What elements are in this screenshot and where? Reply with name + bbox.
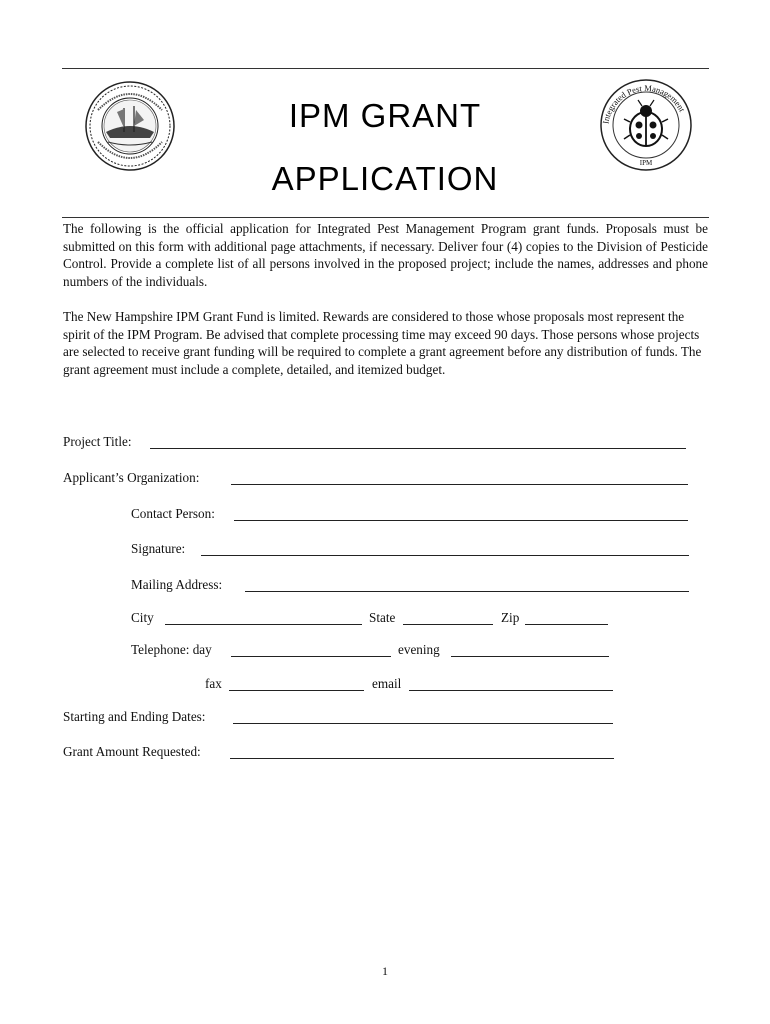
intro-paragraph-1: The following is the official application for Integrated Pest Management Program grant funds. Proposals must be submitted on this form with additional page attachments, if necessary. Deliver four (4) copies to the Division of Pesticide Control. Provide a complete list of all persons involved in the proposed project; include the names, addresses and phone numbers of the individuals. xyxy=(63,221,708,289)
grant-amount-field[interactable] xyxy=(230,758,614,759)
contact-person-label: Contact Person: xyxy=(131,506,215,521)
state-field[interactable] xyxy=(403,624,493,625)
mailing-address-field[interactable] xyxy=(245,591,689,592)
organization-field[interactable] xyxy=(231,484,688,485)
grant-amount-label: Grant Amount Requested: xyxy=(63,744,201,759)
telephone-day-label: Telephone: day xyxy=(131,642,212,657)
top-rule xyxy=(62,68,709,69)
signature-label: Signature: xyxy=(131,541,186,556)
mailing-address-label: Mailing Address: xyxy=(131,577,223,592)
page-number: 1 xyxy=(382,964,388,978)
ipm-seal-bottom-text: IPM xyxy=(639,159,653,167)
telephone-day-field[interactable] xyxy=(231,656,391,657)
project-title-field[interactable] xyxy=(150,448,686,449)
signature-field[interactable] xyxy=(201,555,689,556)
email-field[interactable] xyxy=(409,690,613,691)
city-label: City xyxy=(131,610,154,625)
title-line-2: APPLICATION xyxy=(271,160,499,197)
fax-label: fax xyxy=(205,676,222,691)
zip-label: Zip xyxy=(501,610,520,625)
organization-label: Applicant’s Organization: xyxy=(63,470,200,485)
evening-field[interactable] xyxy=(451,656,609,657)
state-label: State xyxy=(369,610,396,625)
ipm-seal-ring-text: Integrated Pest Management xyxy=(600,82,688,125)
dates-field[interactable] xyxy=(233,723,613,724)
title-line-1: IPM GRANT xyxy=(288,97,482,134)
intro-paragraph-2: The New Hampshire IPM Grant Fund is limited. Rewards are considered to those whose proposals most represent the spirit of the IPM Program. Be advised that complete processing time may exceed 90 days. Those persons whose projects are selected to receive grant funding will be required to complete a grant agreement before any distribution of funds. The grant agreement must include a complete, detailed, and itemized budget. xyxy=(63,309,702,377)
contact-person-field[interactable] xyxy=(234,520,688,521)
city-field[interactable] xyxy=(165,624,362,625)
zip-field[interactable] xyxy=(525,624,608,625)
fax-field[interactable] xyxy=(229,690,364,691)
email-label: email xyxy=(372,676,402,691)
title-rule xyxy=(62,217,709,218)
project-title-label: Project Title: xyxy=(63,434,132,449)
dates-label: Starting and Ending Dates: xyxy=(63,709,206,724)
evening-label: evening xyxy=(398,642,440,657)
